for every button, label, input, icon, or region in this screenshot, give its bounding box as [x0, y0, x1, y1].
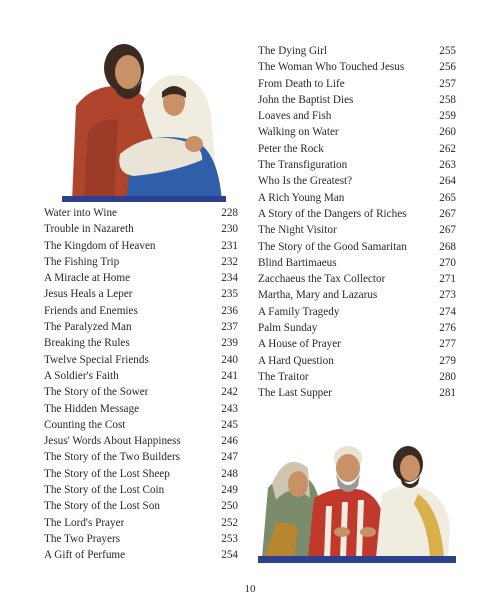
toc-entry-title: The Lord's Prayer	[44, 516, 125, 529]
toc-entry-page: 270	[439, 256, 456, 269]
toc-entry-page: 243	[221, 402, 238, 415]
toc-entry-page: 240	[221, 353, 238, 366]
toc-entry-title: Twelve Special Friends	[44, 353, 149, 366]
toc-entry[interactable]	[44, 352, 238, 368]
toc-entry[interactable]	[44, 368, 238, 384]
toc-entry-page: 253	[221, 532, 238, 545]
toc-entry[interactable]	[44, 482, 238, 498]
toc-entry[interactable]	[258, 141, 456, 157]
holy-family-illustration	[62, 36, 226, 202]
toc-entry-page: 249	[221, 484, 238, 497]
disciples-illustration	[258, 428, 456, 563]
toc-entry-page: 257	[439, 77, 456, 90]
toc-entry-title: The Story of the Lost Sheep	[44, 467, 170, 480]
toc-entry[interactable]	[258, 287, 456, 303]
toc-entry-title: Breaking the Rules	[44, 337, 130, 350]
toc-entry-page: 254	[221, 549, 238, 562]
toc-entry-title: Friends and Enemies	[44, 304, 138, 317]
toc-entry-page: 250	[221, 500, 238, 513]
toc-entry[interactable]	[44, 254, 238, 270]
toc-entry-page: 235	[221, 288, 238, 301]
toc-entry-page: 232	[221, 255, 238, 268]
toc-entry[interactable]	[44, 466, 238, 482]
toc-entry-page: 241	[221, 369, 238, 382]
toc-entry-page: 230	[221, 223, 238, 236]
toc-entry-page: 237	[221, 321, 238, 334]
toc-entry-title: The Paralyzed Man	[44, 321, 132, 334]
toc-entry-title: Palm Sunday	[258, 322, 318, 335]
toc-entry-page: 260	[439, 126, 456, 139]
toc-entry-title: The Kingdom of Heaven	[44, 239, 156, 252]
page-number: 10	[244, 583, 256, 595]
toc-entry-page: 276	[439, 322, 456, 335]
toc-entry[interactable]	[258, 320, 456, 336]
toc-entry[interactable]	[44, 238, 238, 254]
toc-entry-page: 231	[221, 239, 238, 252]
toc-entry-page: 242	[221, 386, 238, 399]
toc-entry[interactable]	[258, 124, 456, 140]
toc-entry[interactable]	[44, 515, 238, 531]
toc-entry-page: 263	[439, 159, 456, 172]
toc-entry-page: 277	[439, 338, 456, 351]
toc-entry-page: 262	[439, 142, 456, 155]
toc-entry[interactable]	[44, 205, 238, 221]
toc-entry-title: Zacchaeus the Tax Collector	[258, 273, 386, 286]
toc-entry[interactable]	[44, 498, 238, 514]
toc-entry-title: The Transfiguration	[258, 159, 348, 172]
toc-entry[interactable]	[44, 547, 238, 563]
toc-entry-title: A Rich Young Man	[258, 191, 345, 204]
toc-right-column	[258, 43, 456, 402]
toc-entry-page: 268	[439, 240, 456, 253]
toc-entry-page: 279	[439, 354, 456, 367]
toc-entry[interactable]	[258, 304, 456, 320]
toc-entry-page: 252	[221, 516, 238, 529]
toc-entry-page: 234	[221, 272, 238, 285]
toc-entry[interactable]	[258, 59, 456, 75]
toc-entry-page: 239	[221, 337, 238, 350]
toc-entry[interactable]	[258, 92, 456, 108]
toc-entry-title: Blind Bartimaeus	[258, 256, 337, 269]
toc-entry-title: Loaves and Fish	[258, 110, 332, 123]
toc-entry[interactable]	[44, 531, 238, 547]
toc-entry-page: 274	[439, 305, 456, 318]
toc-entry-page: 267	[439, 224, 456, 237]
toc-entry-title: A Family Tragedy	[258, 305, 340, 318]
toc-entry-title: A House of Prayer	[258, 338, 341, 351]
toc-entry-title: A Miracle at Home	[44, 272, 131, 285]
toc-entry-title: From Death to Life	[258, 77, 345, 90]
toc-entry[interactable]	[258, 255, 456, 271]
toc-entry-title: The Story of the Good Samaritan	[258, 240, 407, 253]
toc-entry-title: Walking on Water	[258, 126, 339, 139]
toc-entry-title: The Woman Who Touched Jesus	[258, 61, 405, 74]
toc-entry-title: A Hard Question	[258, 354, 334, 367]
toc-entry[interactable]	[44, 384, 238, 400]
toc-entry-page: 256	[439, 61, 456, 74]
toc-entry[interactable]	[44, 433, 238, 449]
toc-entry-page: 236	[221, 304, 238, 317]
toc-entry-title: The Last Supper	[258, 387, 332, 400]
toc-entry-title: The Hidden Message	[44, 402, 140, 415]
toc-entry-page: 246	[221, 435, 238, 448]
toc-entry[interactable]	[44, 270, 238, 286]
toc-entry-page: 248	[221, 467, 238, 480]
toc-entry[interactable]	[44, 319, 238, 335]
toc-entry-title: The Story of the Lost Coin	[44, 484, 165, 497]
toc-entry[interactable]	[258, 239, 456, 255]
toc-entry[interactable]	[258, 271, 456, 287]
toc-entry-page: 258	[439, 93, 456, 106]
toc-entry[interactable]	[258, 173, 456, 189]
toc-entry[interactable]	[44, 449, 238, 465]
toc-entry-title: Counting the Cost	[44, 418, 126, 431]
toc-entry-page: 245	[221, 418, 238, 431]
toc-entry[interactable]	[258, 108, 456, 124]
toc-entry-page: 271	[439, 273, 456, 286]
toc-entry-title: Jesus' Words About Happiness	[44, 435, 181, 448]
toc-entry-title: Jesus Heals a Leper	[44, 288, 133, 301]
toc-entry-page: 280	[439, 370, 456, 383]
toc-entry-page: 259	[439, 110, 456, 123]
toc-left-column	[44, 205, 238, 564]
toc-entry[interactable]	[258, 43, 456, 59]
toc-entry-page: 281	[439, 387, 456, 400]
toc-entry-title: Water into Wine	[44, 207, 118, 219]
toc-entry[interactable]	[258, 369, 456, 385]
toc-entry-title: Who Is the Greatest?	[258, 175, 353, 188]
toc-entry-page: 247	[221, 451, 238, 464]
toc-entry-page: 264	[439, 175, 456, 188]
toc-entry[interactable]	[258, 206, 456, 222]
toc-entry[interactable]	[44, 335, 238, 351]
toc-entry-title: John the Baptist Dies	[258, 93, 354, 106]
toc-entry[interactable]	[44, 417, 238, 433]
toc-entry-title: A Gift of Perfume	[44, 549, 126, 562]
toc-entry-page: 273	[439, 289, 456, 302]
toc-entry-title: The Dying Girl	[258, 45, 327, 57]
toc-entry-title: A Soldier's Faith	[44, 369, 119, 382]
toc-entry[interactable]	[258, 336, 456, 352]
toc-entry[interactable]	[258, 353, 456, 369]
toc-entry[interactable]	[44, 401, 238, 417]
toc-entry-title: Trouble in Nazareth	[44, 223, 134, 236]
toc-entry-title: A Story of the Dangers of Riches	[258, 207, 407, 220]
toc-entry[interactable]	[258, 385, 456, 401]
toc-entry-title: Peter the Rock	[258, 142, 324, 155]
toc-entry[interactable]	[258, 190, 456, 206]
toc-entry-page: 228	[221, 207, 238, 219]
toc-entry-title: The Story of the Two Builders	[44, 451, 181, 464]
toc-entry-title: The Night Visitor	[258, 224, 337, 237]
toc-entry[interactable]	[258, 157, 456, 173]
toc-entry-title: The Story of the Sower	[44, 386, 149, 399]
toc-entry-title: The Story of the Lost Son	[44, 500, 160, 513]
toc-entry-title: Martha, Mary and Lazarus	[258, 289, 378, 302]
toc-entry[interactable]	[258, 76, 456, 92]
toc-entry-title: The Fishing Trip	[44, 255, 120, 268]
toc-entry-title: The Traitor	[258, 370, 309, 383]
toc-entry[interactable]	[44, 303, 238, 319]
toc-entry[interactable]	[258, 222, 456, 238]
toc-entry-page: 255	[439, 45, 456, 57]
toc-entry-page: 267	[439, 207, 456, 220]
toc-entry-page: 265	[439, 191, 456, 204]
toc-entry[interactable]	[44, 221, 238, 237]
toc-entry-title: The Two Prayers	[44, 532, 121, 545]
toc-entry[interactable]	[44, 286, 238, 302]
